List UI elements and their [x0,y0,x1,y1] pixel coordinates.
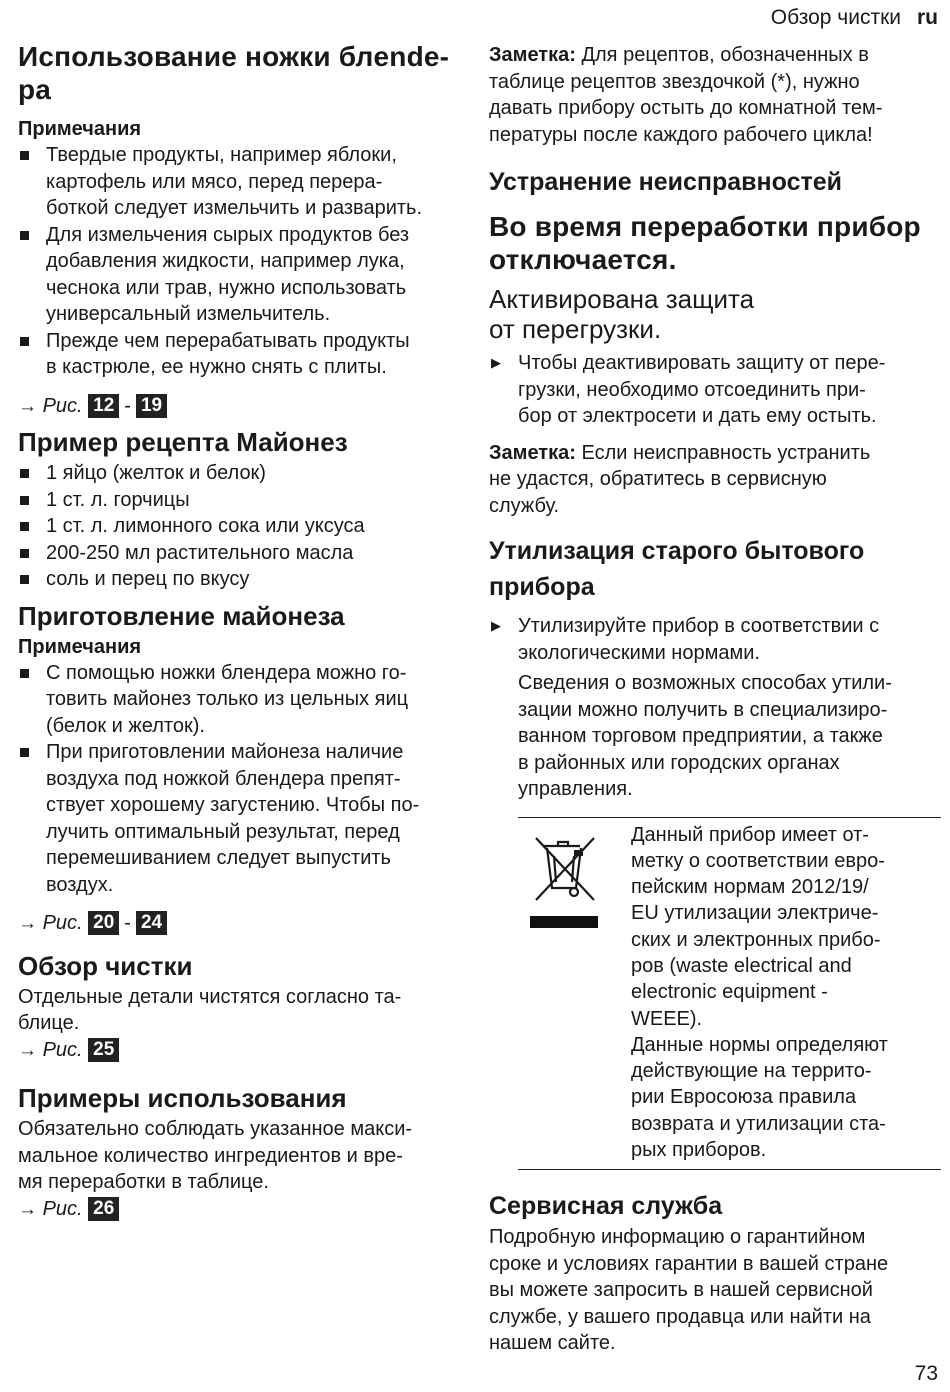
line: Обязательно соблюдать указанное макси- [18,1118,413,1140]
list-item [18,739,466,898]
figure-reference [18,1196,466,1224]
line: в районных или городских органах [518,751,840,774]
line: экологическими нормами. [518,641,760,664]
crossed-out-wheelie-bin-icon [518,822,631,1164]
line: добавления жидкости, например лука, [46,250,405,272]
notes-heading: Примечания [18,118,142,140]
weee-text [631,822,941,1164]
line: electronic equipment - [631,981,828,1004]
line: службе, у вашего продавца или найти на [489,1305,871,1328]
fault-heading-line1: Во время переработки прибор [489,211,921,242]
notes-list [18,142,466,381]
header-section-title: Обзор чистки [770,6,901,29]
line: службу. [489,494,560,517]
list-item: 200-250 мл растительного масла [18,540,466,567]
service-heading: Сервисная служба [489,1192,723,1221]
figure-reference: → Рис. 20 - 24 [18,910,466,938]
line: грузки, необходимо отсоединить при- [518,378,866,401]
cause-heading [489,284,941,344]
line: нашем сайте. [489,1332,616,1355]
right-arrow-icon: → [18,1198,37,1220]
line: Для рецептов, обозначенных в [581,44,869,66]
line: пературы после каждого рабочего цикла! [489,123,873,146]
list-item: 1 яйцо (желток и белок) [18,460,466,487]
list-item [18,142,466,222]
list-item [18,660,466,740]
note-label: Заметка: [489,44,576,66]
line: управления. [518,778,633,800]
line: EU утилизации электриче- [631,902,879,925]
line: блице. [18,1012,80,1034]
mayonnaise-prep-heading: Приготовление майонеза [18,600,345,631]
line: боткой следует измельчить и разварить. [46,197,423,219]
line: сроке и условиях гарантии в вашей стране [489,1252,889,1275]
line: Твердые продукты, например яблоки, [46,144,397,166]
line: возврата и утилизации ста- [631,1112,886,1135]
figure-label: Рис. [42,394,83,417]
line: Данные нормы определяют [631,1033,888,1056]
list-item [489,350,941,430]
figure-number-box: 12 [88,394,119,418]
cause-heading-line2: от перегрузки. [489,314,662,344]
header-language-code: ru [917,6,938,29]
right-column [489,42,941,1357]
line: WEEE). [631,1007,703,1030]
list-item [18,222,466,328]
line: чеснока или трав, нужно использовать [46,276,407,299]
service-text [489,1224,941,1357]
cause-heading-line1: Активирована защита [489,284,755,314]
figure-label: Рис. [42,1038,83,1061]
figure-number-box: 19 [136,394,167,418]
figure-number-box: 20 [88,911,119,935]
disposal-heading [489,533,941,605]
line: рых приборов. [631,1139,767,1162]
line: таблице рецептов звездочкой (*), нужно [489,70,860,93]
line: картофель или мясо, перед перера- [46,170,383,193]
list-item: 1 ст. л. горчицы [18,487,466,514]
ingredients-list [18,460,466,593]
line: Если неисправность устранить [581,441,871,464]
usage-examples-text [18,1116,466,1196]
disposal-heading-line1: Утилизация старого бытового [489,537,865,565]
weee-notice-box [518,817,941,1171]
line: Для измельчения сырых продуктов без [46,223,410,246]
line: Данный прибор имеет от- [631,823,869,846]
line: ров (waste electrical and [631,954,852,977]
line: универсальный измельчитель. [46,303,331,325]
triangle-bullet-icon: ▶ [491,618,501,633]
line: в кастрюле, ее нужно снять с плиты. [46,356,387,378]
weee-paragraph [631,822,941,1164]
list-item: соль и перец по вкусу [18,566,466,593]
right-arrow-icon: → [18,395,37,417]
figure-reference: → Рис. 12 - 19 [18,393,466,421]
page-header [771,6,938,30]
note-label: Заметка: [489,441,576,464]
line: товить майонез только из цельных яиц [46,688,409,710]
fault-heading [489,210,941,276]
list-item: 1 ст. л. лимонного сока или уксуса [18,513,466,540]
figure-label: Рис. [42,1197,83,1220]
line: воздуха под ножкой блендера препят- [46,767,401,790]
right-arrow-icon: → [18,1039,37,1061]
line: ских и электронных прибо- [631,928,881,951]
cleaning-text [18,984,466,1037]
line: Утилизируйте прибор в соответствии с [518,615,880,637]
blender-usage-heading [18,40,466,106]
line: зации можно получить в специализиро- [518,698,888,721]
list-item [489,613,941,803]
line: перемешиванием следует выпустить [46,847,391,869]
disposal-heading-line2: прибора [489,573,595,601]
notes-heading: Примечания [18,635,142,658]
line: Чтобы деактивировать защиту от пере- [518,352,886,374]
figure-reference [18,1037,466,1065]
page-number: 73 [914,1362,938,1385]
recipe-heading: Пример рецепта Майонез [18,427,348,457]
line: бор от электросети и дать ему остыть. [518,405,877,427]
line: мальное количество ингредиентов и вре- [18,1144,403,1167]
figure-number-box: 25 [88,1038,119,1062]
left-column [18,40,466,1223]
troubleshooting-heading: Устранение неисправностей [489,168,843,196]
cleaning-heading: Обзор чистки [18,950,193,981]
right-arrow-icon: → [18,913,37,934]
line: Прежде чем перерабатывать продукты [46,329,410,352]
line: пейским нормам 2012/19/ [631,876,869,899]
line: метку о соответствии евро- [631,849,885,872]
line: Отдельные детали чистятся согласно та- [18,985,402,1008]
recipe-note [489,42,941,148]
line: вы можете запросить в нашей сервисной [489,1279,873,1302]
remedy-list [489,350,941,430]
list-item [18,328,466,381]
line: ванном торговом предприятии, а также [518,725,883,747]
line: (белок и желток). [46,714,205,737]
line: Сведения о возможных способах утили- [518,672,892,694]
line: воздух. [46,873,114,896]
line: лучить оптимальный результат, перед [46,820,400,843]
line: При приготовлении майонеза наличие [46,741,404,763]
usage-examples-heading: Примеры использования [18,1083,347,1113]
triangle-bullet-icon: ▶ [491,355,501,370]
line: действующие на террито- [631,1060,872,1083]
disposal-list [489,613,941,803]
line: рии Евросоюза правила [631,1086,857,1109]
line: мя переработки в таблице. [18,1171,269,1193]
line: Подробную информацию о гарантийном [489,1226,866,1249]
fault-heading-line2: отключается. [489,244,677,275]
line: давать прибору остыть до комнатной тем- [489,97,883,119]
figure-label: Рис. [42,912,83,934]
figure-number-box: 26 [88,1197,119,1221]
notes-list [18,660,466,899]
line: не удастся, обратитесь в сервисную [489,468,827,490]
figure-number-box: 24 [136,911,167,935]
line: С помощью ножки блендера можно го- [46,661,407,684]
blender-usage-heading-line2: ра [18,74,52,105]
blender-usage-heading-line1: Использование ножки блende- [18,41,450,72]
line: ствует хорошему загустению. Чтобы по- [46,794,420,816]
service-note [489,440,941,520]
